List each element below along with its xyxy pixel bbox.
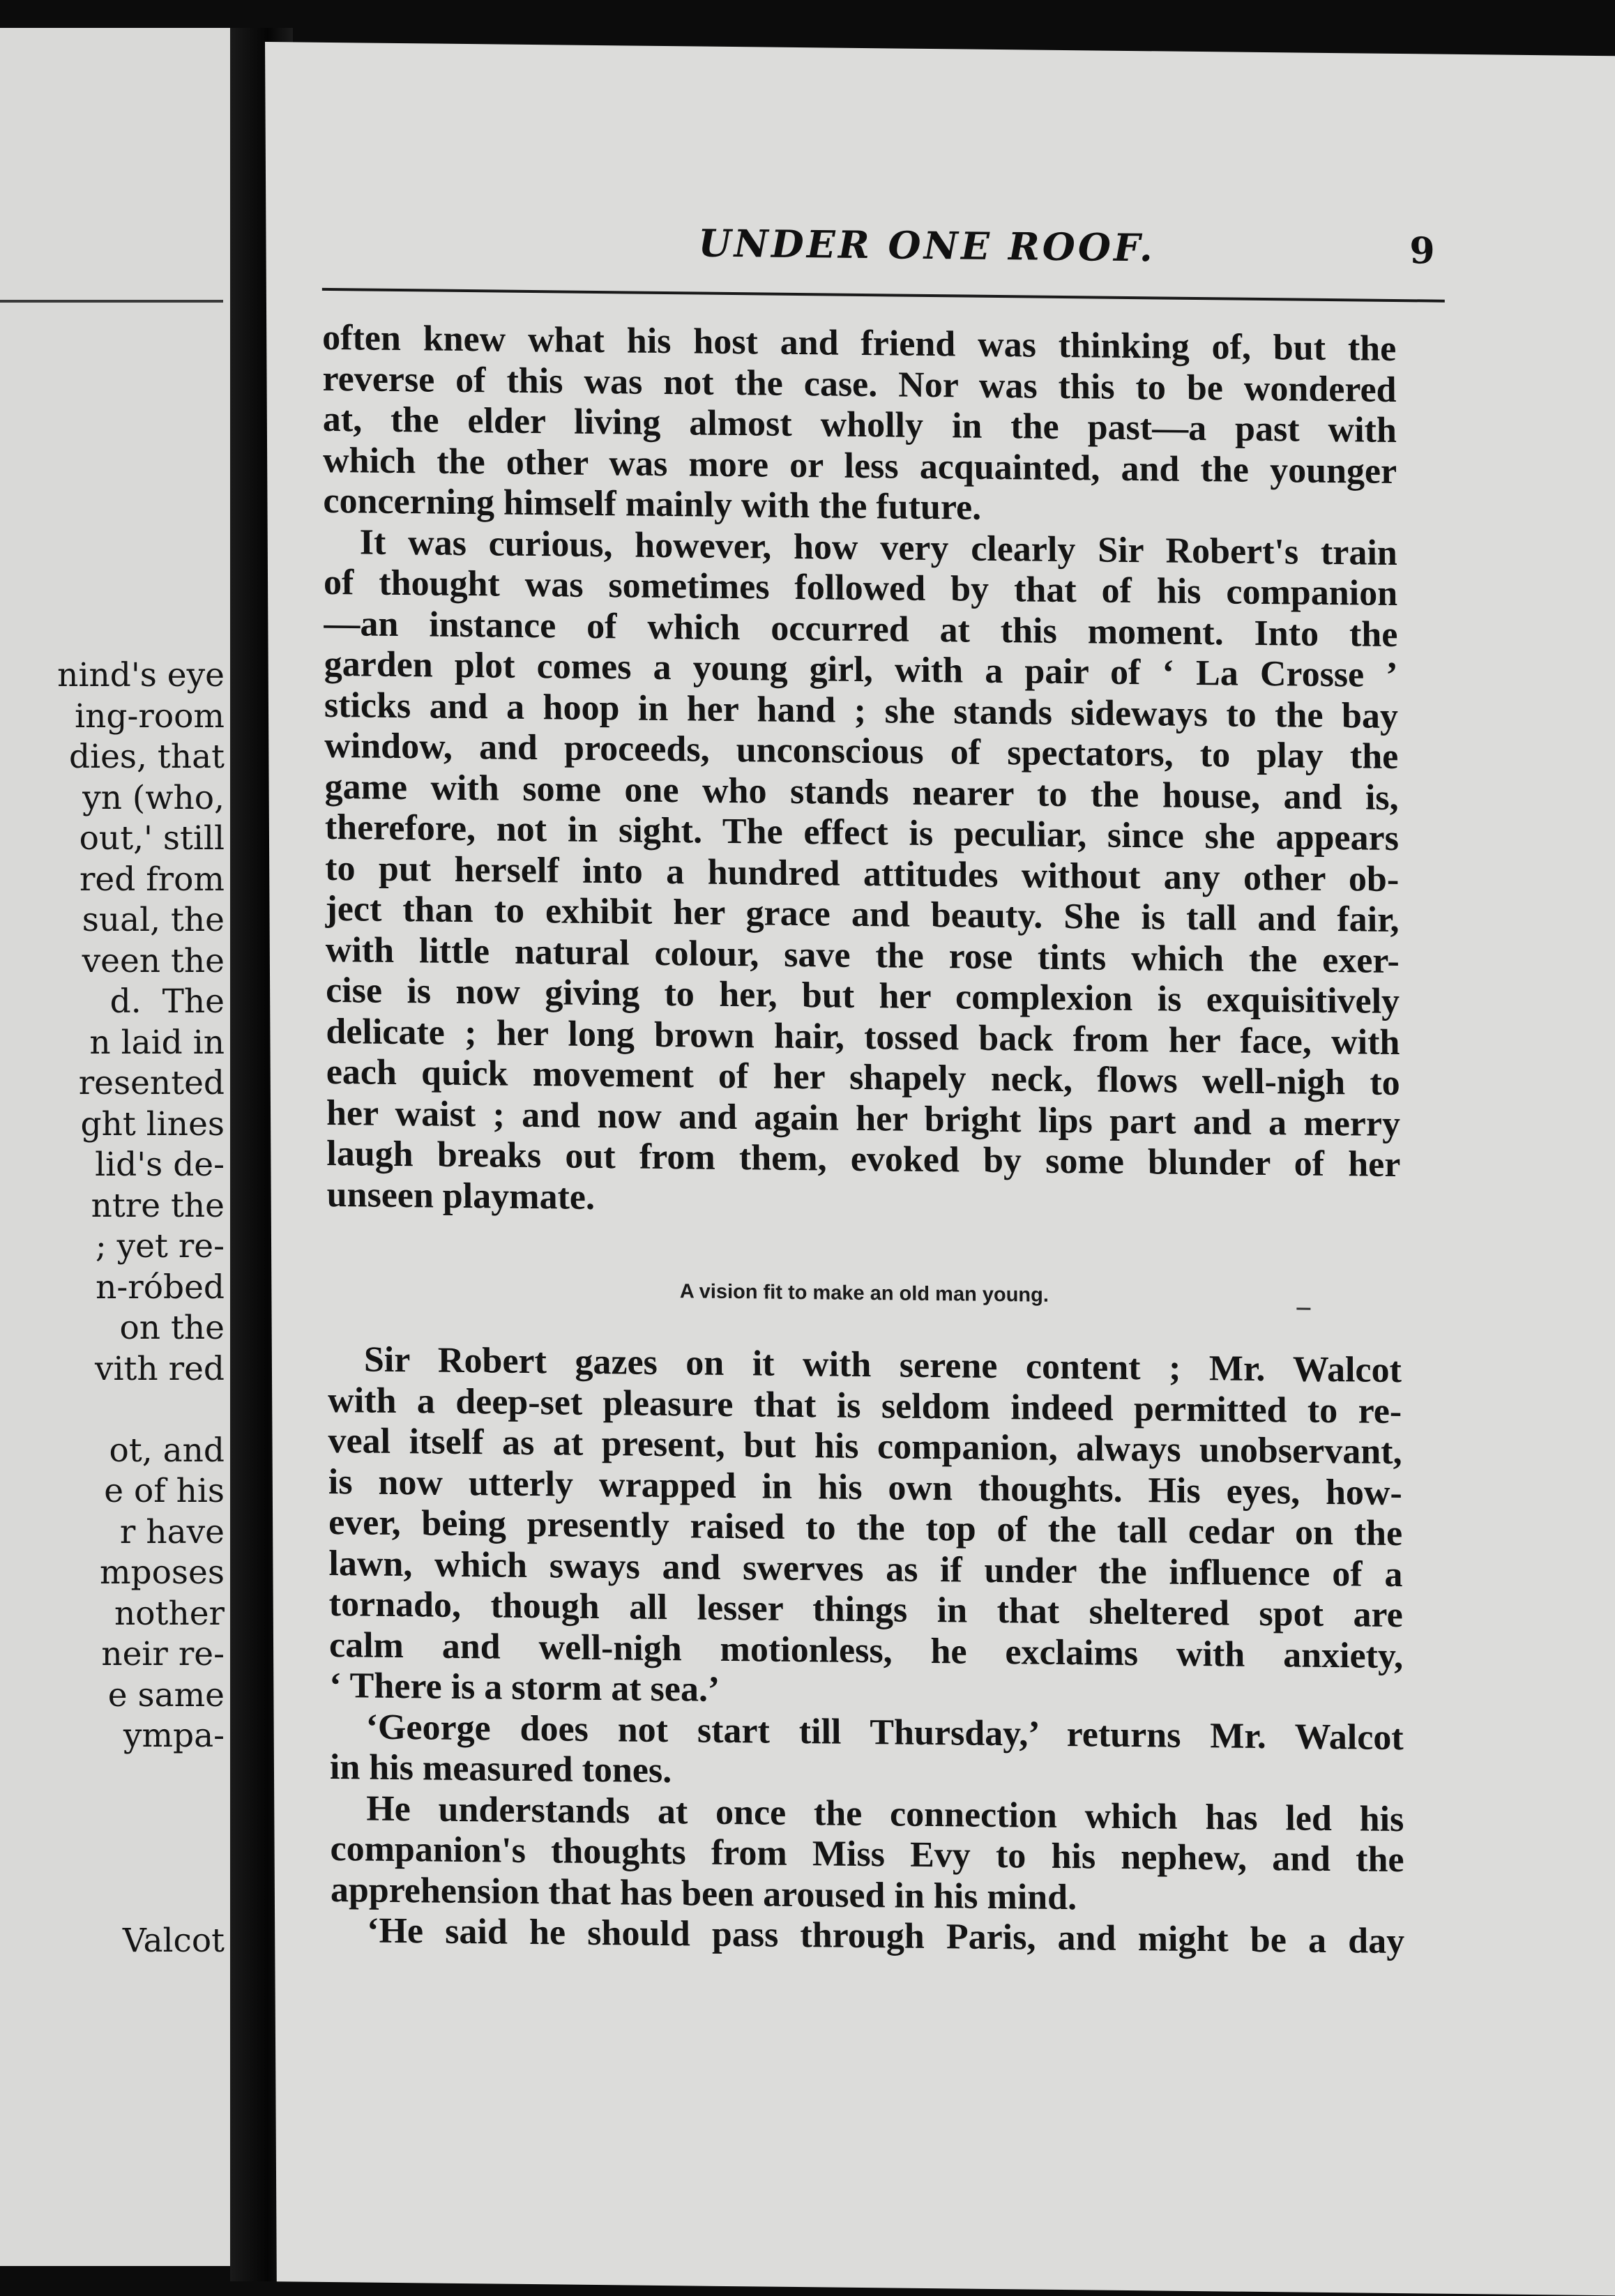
- text-line: with a deep-set pleasure that is seldom indeed permitted to re-: [328, 1380, 1402, 1431]
- text-line: calm and well-nigh motionless, he exclaims with anxiety,: [328, 1625, 1404, 1676]
- paragraph-5: [330, 1788, 1404, 1922]
- left-line: yn (who,: [82, 778, 225, 817]
- text-line: cise is now giving to her, but her complexion is exquisitively: [325, 970, 1400, 1022]
- paragraph-3: [328, 1339, 1404, 1718]
- left-line: ing-room: [75, 697, 225, 736]
- left-line: ght lines: [80, 1104, 225, 1143]
- text-block-lower: [328, 1339, 1405, 1963]
- page-number: 9: [1409, 229, 1435, 273]
- left-line: veen the: [82, 941, 225, 980]
- left-line: neir re-: [101, 1635, 225, 1673]
- text-line: He understands at once the connection which has led his: [366, 1788, 1404, 1839]
- text-line: of thought was sometimes followed by that of his companion: [323, 562, 1398, 614]
- left-line: mposes: [99, 1553, 225, 1592]
- text-line: tornado, though all lesser things in that sheltered spot are: [328, 1583, 1403, 1636]
- text-line: is now utterly wrapped in his own thoughts. His eyes, how-: [328, 1461, 1402, 1513]
- text-line: to put herself into a hundred attitudes without any other ob-: [325, 848, 1400, 899]
- text-line: delicate ; her long brown hair, tossed back from her face, with: [326, 1011, 1400, 1063]
- text-block-upper: [322, 318, 1401, 1226]
- text-line: ject than to exhibit her grace and beauty. She is tall and fair,: [325, 888, 1400, 941]
- text-line: with little natural colour, save the rose tints which the exer-: [325, 929, 1400, 981]
- left-line: ympa-: [123, 1717, 225, 1755]
- left-line: e of his: [104, 1472, 225, 1510]
- left-line: n laid in: [89, 1023, 225, 1062]
- text-line: sticks and a hoop in her hand ; she stands sideways to the bay: [324, 685, 1399, 736]
- left-line: vith red: [94, 1349, 225, 1388]
- text-line: —an instance of which occurred at this moment. Into the: [324, 603, 1398, 655]
- left-line: ot, and: [109, 1431, 225, 1470]
- left-line: sual, the: [82, 901, 225, 939]
- text-line: It was curious, however, how very clearly Sir Robert's train: [359, 522, 1397, 573]
- left-line: ; yet re-: [95, 1227, 225, 1265]
- text-line: in his measured tones.: [329, 1747, 672, 1791]
- paragraph-2: [324, 522, 1401, 1226]
- left-page-header-rule: [0, 300, 223, 303]
- text-line: ‘George does not start till Thursday,’ returns Mr. Walcot: [365, 1707, 1404, 1758]
- text-line: Sir Robert gazes on it with serene content ; Mr. Walcot: [363, 1339, 1402, 1391]
- text-line: ‘ There is a storm at sea.’: [329, 1665, 720, 1710]
- left-line: dies, that: [69, 738, 225, 776]
- running-head: UNDER ONE ROOF.: [698, 220, 1155, 271]
- left-line: nother: [114, 1594, 225, 1633]
- text-line: ever, being presently raised to the top of the tall cedar on the: [328, 1502, 1403, 1554]
- left-page-bottom-fragment: Valcot: [122, 1922, 225, 1960]
- text-line: each quick movement of her shapely neck, flows well-nigh to: [326, 1051, 1400, 1104]
- text-line: veal itself as at present, but his companion, always unobservant,: [328, 1420, 1402, 1473]
- text-line: therefore, not in sight. The effect is peculiar, since she appears: [324, 807, 1400, 859]
- text-line: her waist ; and now and again her bright lips part and a merry: [326, 1093, 1401, 1144]
- left-line: n-róbed: [96, 1268, 225, 1307]
- main-page: [265, 42, 1615, 2295]
- text-line: garden plot comes a young girl, with a pair of ‘ La Crosse ’: [324, 644, 1398, 696]
- text-line: at, the elder living almost wholly in the past—a past with: [322, 399, 1397, 451]
- text-line: laugh breaks out from them, evoked by some blunder of her: [326, 1133, 1401, 1185]
- text-line: game with some one who stands nearer to the house, and is,: [324, 766, 1399, 818]
- text-line: apprehension that has been aroused in his mind.: [330, 1869, 1077, 1917]
- left-line: r have: [119, 1512, 225, 1551]
- text-line: concerning himself mainly with the future.: [323, 480, 982, 528]
- left-line: e same: [107, 1675, 225, 1715]
- left-line: ntre the: [91, 1186, 225, 1225]
- left-line: lid's de-: [95, 1146, 225, 1184]
- left-line: d. The: [109, 982, 225, 1021]
- text-line: unseen playmate.: [326, 1174, 596, 1217]
- text-line: which the other was more or less acquainted, and the younger: [322, 440, 1397, 492]
- paragraph-4: [329, 1707, 1404, 1800]
- text-line: lawn, which sways and swerves as if under the influence of a: [328, 1543, 1403, 1595]
- illustration-caption: A vision fit to make an old man young.: [679, 1280, 1049, 1307]
- caption-dash: [1296, 1308, 1310, 1310]
- text-line: window, and proceeds, unconscious of spectators, to play the: [324, 725, 1399, 777]
- left-page-fragment: [0, 28, 230, 2266]
- left-page-text: [0, 655, 230, 1757]
- text-line: ‘He said he should pass through Paris, and might be a day: [367, 1910, 1405, 1962]
- left-line: on the: [119, 1309, 225, 1347]
- text-line: companion's thoughts from Miss Evy to his nephew, and the: [330, 1829, 1404, 1880]
- left-line: red from: [79, 860, 225, 899]
- left-line: nind's eye: [57, 656, 225, 694]
- text-line: often knew what his host and friend was thinking of, but the: [322, 317, 1397, 369]
- left-line: resented: [78, 1064, 225, 1102]
- left-line: out,' still: [79, 819, 225, 858]
- header-rule: [322, 288, 1445, 303]
- left-line: [0, 1390, 230, 1431]
- text-line: reverse of this was not the case. Nor was this to be wondered: [322, 358, 1397, 410]
- paragraph-1: [322, 318, 1397, 533]
